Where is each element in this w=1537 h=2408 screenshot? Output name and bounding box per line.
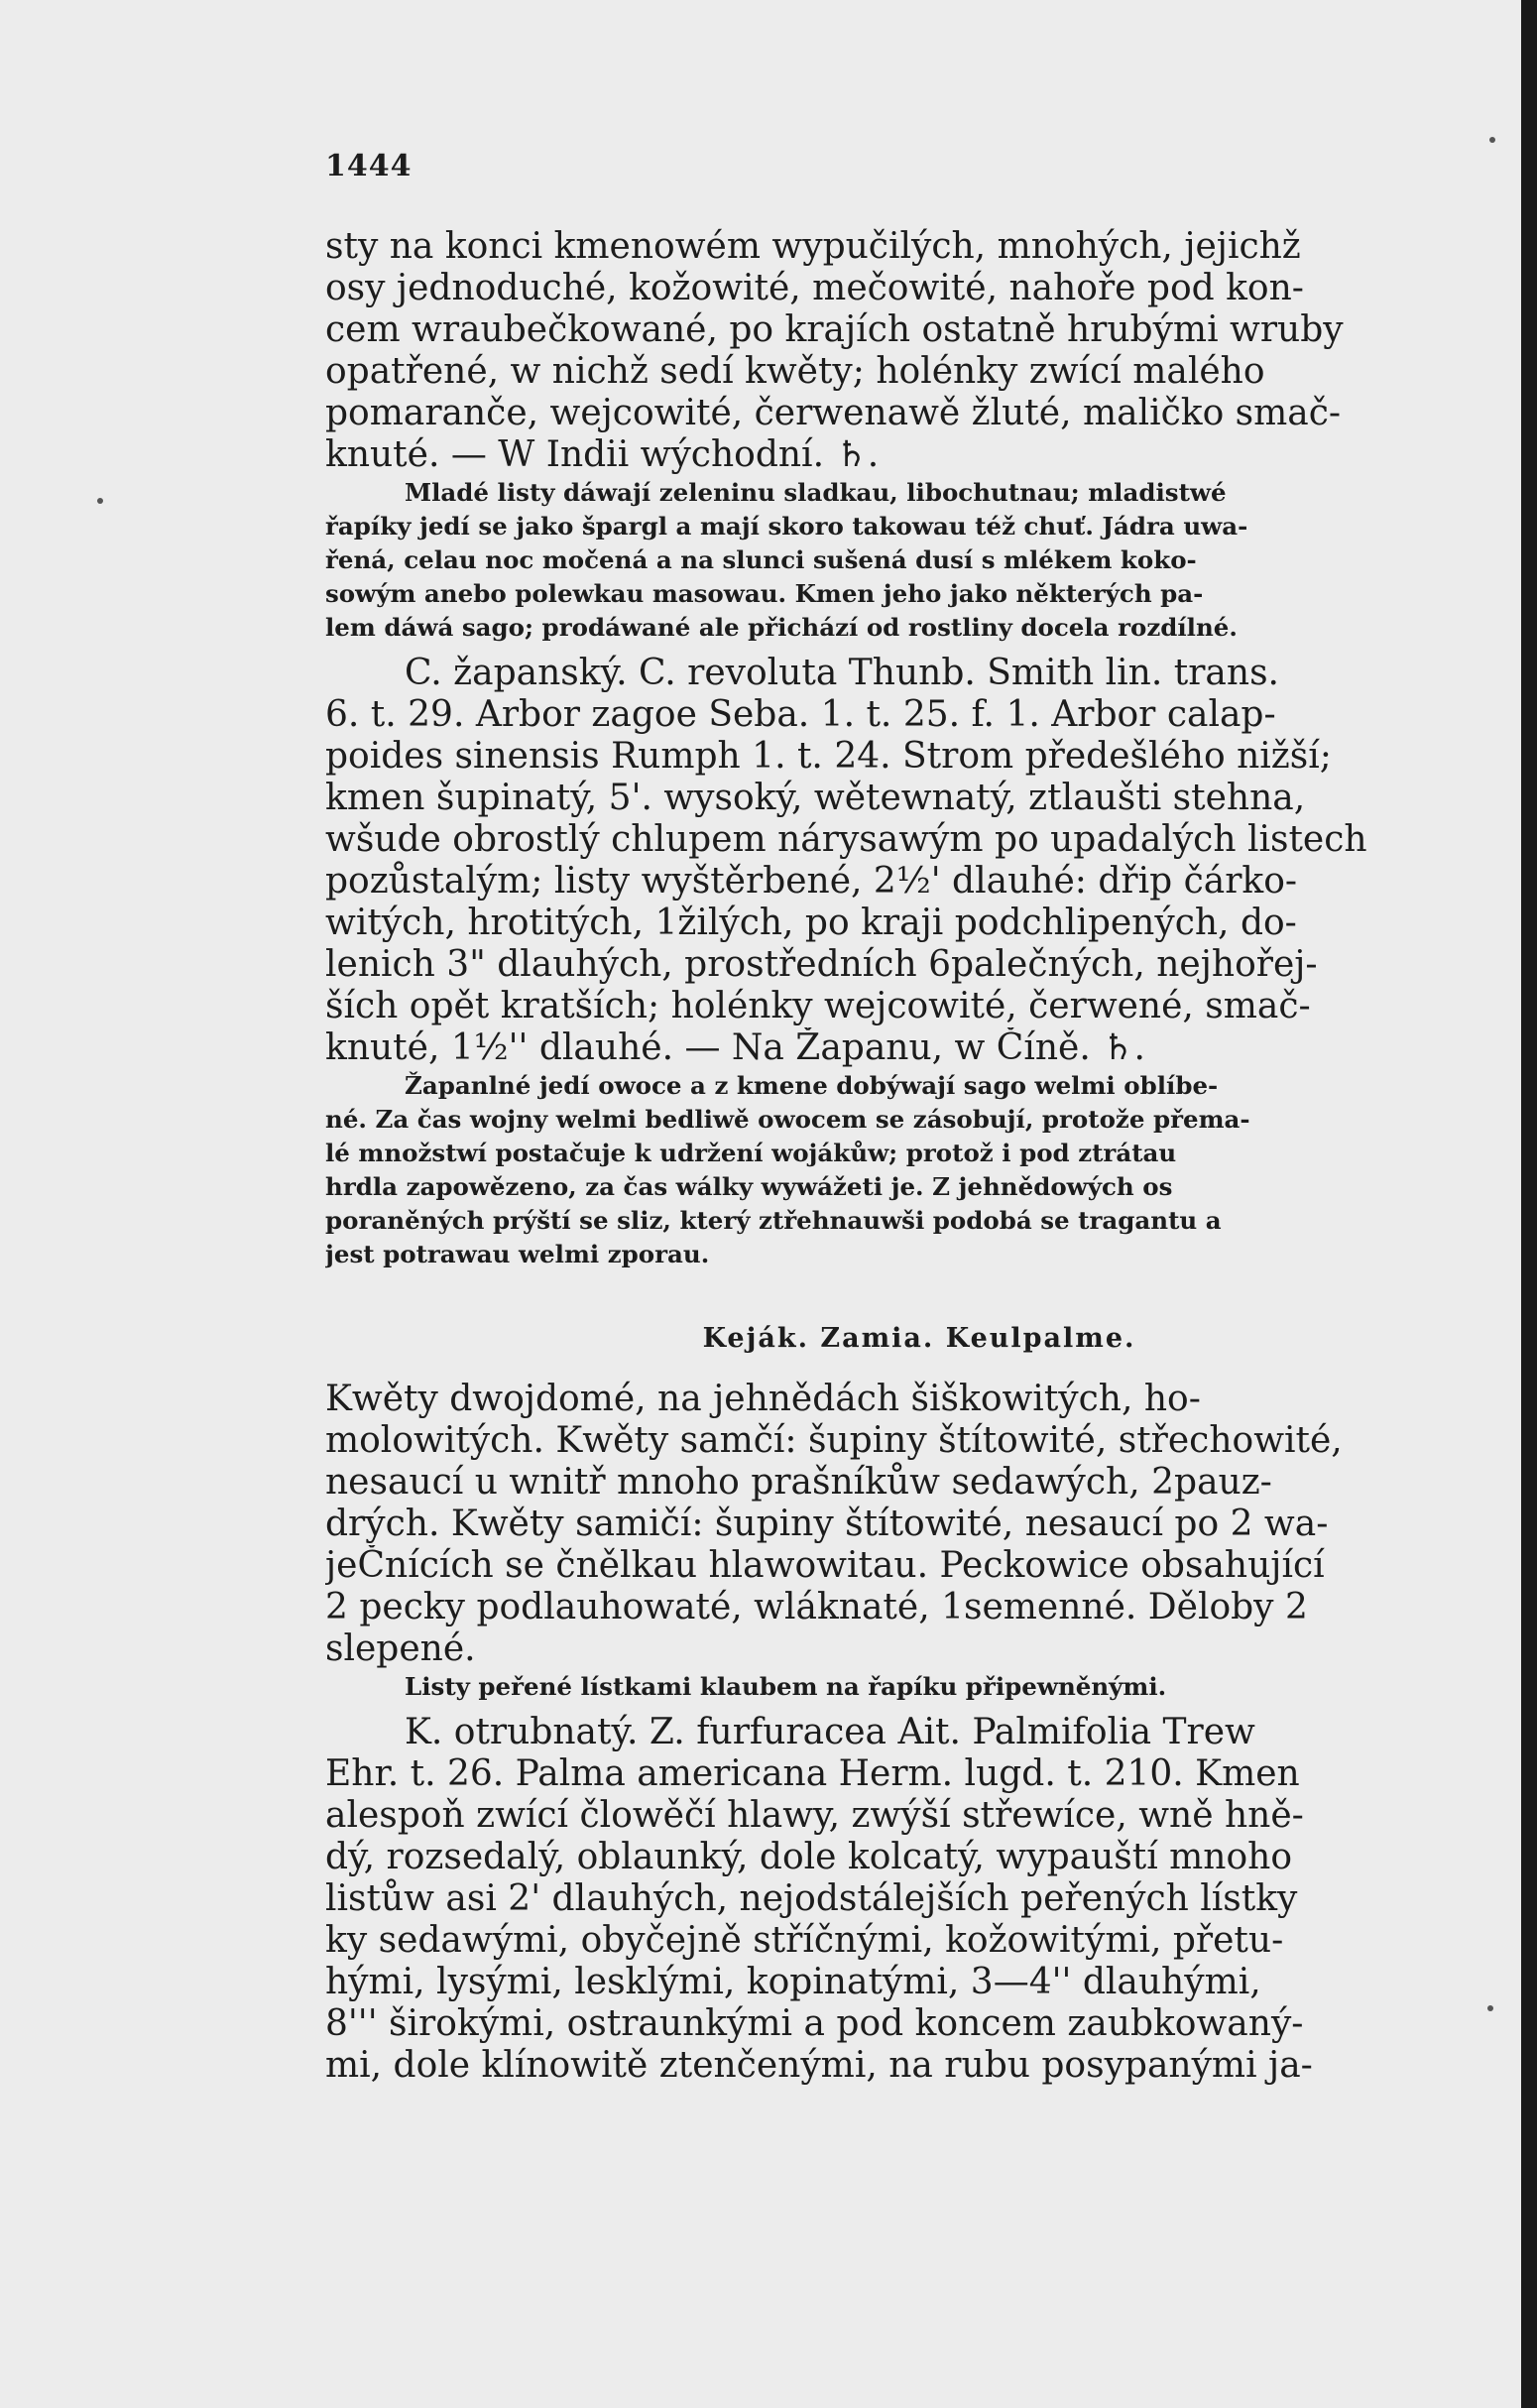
text-line: lenich 3" dlauhých, prostředních 6palečných, nejhořej- — [325, 944, 1318, 985]
text-line: hými, lysými, lesklými, kopinatými, 3—4'' dlauhými, — [325, 1962, 1261, 2002]
text-line: poides sinensis Rumph 1. t. 24. Strom předešlého nižší; — [325, 736, 1332, 777]
text-line: knuté. — W Indii wýchodní. ♄. — [325, 434, 880, 475]
text-line: molowitých. Kwěty samčí: šupiny štítowité, střechowité, — [325, 1420, 1343, 1461]
note-line: Žapanlné jedí owoce a z kmene dobýwají sago welmi oblíbe- — [405, 1071, 1219, 1100]
note-line: Listy peřené lístkami klaubem na řapíku připewněnými. — [405, 1672, 1167, 1701]
text-line: wšude obrostlý chlupem nárysawým po upadalých listech — [325, 819, 1367, 860]
species-heading-line: K. otrubnatý. Z. furfuracea Ait. Palmifolia Trew — [405, 1712, 1255, 1752]
text-line: Kwěty dwojdomé, na jehnědách šiškowitých, ho- — [325, 1379, 1201, 1419]
text-line: mi, dole klínowitě ztenčenými, na rubu posypanými ja- — [325, 2045, 1313, 2086]
text-line: ších opět kratších; holénky wejcowité, čerwené, smač- — [325, 986, 1311, 1026]
ink-speck — [1487, 2005, 1493, 2011]
note-line: né. Za čas wojny welmi bedliwě owocem se zásobují, protože přema- — [325, 1105, 1250, 1134]
page-text — [325, 226, 1394, 2087]
text-line: pomaranče, wejcowité, čerwenawě žluté, maličko smač- — [325, 393, 1342, 433]
note-line: sowým anebo polewkau masowau. Kmen jeho jako některých pa- — [325, 579, 1204, 608]
text-line: 2 pecky podlauhowaté, wláknaté, 1semenné. Děloby 2 — [325, 1587, 1308, 1627]
text-line: 8''' širokými, ostraunkými a pod koncem zaubkowaný- — [325, 2003, 1304, 2044]
page-number: 1444 — [325, 149, 413, 183]
text-line: kmen šupinatý, 5'. wysoký, wětewnatý, ztlaušti stehna, — [325, 778, 1306, 818]
text-line: cem wraubečkowané, po krajích ostatně hrubými wruby — [325, 309, 1344, 350]
text-line: osy jednoduché, kožowité, mečowité, nahoře pod kon- — [325, 268, 1304, 308]
text-line: nesaucí u wnitř mnoho prašníkůw sedawých, 2pauz- — [325, 1462, 1272, 1503]
text-line: opatřené, w nichž sedí kwěty; holénky zwící malého — [325, 351, 1265, 392]
note-line: hrdla zapowězeno, za čas wálky wywážeti je. Z jehnědowých os — [325, 1172, 1173, 1201]
note-line: řapíky jedí se jako špargl a mají skoro takowau též chuť. Jádra uwa- — [325, 512, 1248, 541]
text-line: 6. t. 29. Arbor zagoe Seba. 1. t. 25. f. 1. Arbor calap- — [325, 694, 1276, 735]
text-line: ky sedawými, obyčejně stříčnými, kožowitými, přetu- — [325, 1920, 1284, 1961]
species-heading-line: C. žapanský. C. revoluta Thunb. Smith lin. trans. — [405, 653, 1279, 693]
ink-speck — [97, 498, 103, 504]
genus-heading: Keják. Zamia. Keulpalme. — [702, 1323, 1136, 1354]
text-line: witých, hrotitých, 1žilých, po kraji podchlipených, do- — [325, 903, 1297, 943]
text-line: pozůstalým; listy wyštěrbené, 2½' dlauhé: dřip čárko- — [325, 861, 1298, 902]
text-line: slepené. — [325, 1628, 476, 1669]
text-line: Ehr. t. 26. Palma americana Herm. lugd. t. 210. Kmen — [325, 1753, 1300, 1794]
note-line: Mladé listy dáwají zeleninu sladkau, libochutnau; mladistwé — [405, 478, 1227, 507]
text-line: dý, rozsedalý, oblaunký, dole kolcatý, wypauští mnoho — [325, 1837, 1293, 1877]
text-line: jeČnících se čnělkau hlawowitau. Peckowice obsahující — [325, 1545, 1325, 1586]
text-line: knuté, 1½'' dlauhé. — Na Žapanu, w Číně. ♄. — [325, 1027, 1145, 1068]
ink-speck — [1489, 137, 1495, 143]
text-line: alespoň zwící člowěčí hlawy, zwýší střewíce, wně hně- — [325, 1795, 1304, 1836]
note-line: řená, celau noc močená a na slunci sušená dusí s mlékem koko- — [325, 545, 1197, 574]
text-line: sty na konci kmenowém wypučilých, mnohých, jejichž — [325, 226, 1301, 267]
text-line: drých. Kwěty samičí: šupiny štítowité, nesaucí po 2 wa- — [325, 1504, 1329, 1544]
note-line: lé množstwí postačuje k udržení wojákůw; protož i pod ztrátau — [325, 1139, 1177, 1167]
note-line: poraněných prýští se sliz, který ztřehnauwši podobá se tragantu a — [325, 1206, 1222, 1235]
note-line: jest potrawau welmi zporau. — [325, 1240, 710, 1268]
note-line: lem dáwá sago; prodáwané ale přichází od rostliny docela rozdílné. — [325, 613, 1238, 642]
text-line: listůw asi 2' dlauhých, nejodstálejších peřených lístky — [325, 1878, 1298, 1919]
